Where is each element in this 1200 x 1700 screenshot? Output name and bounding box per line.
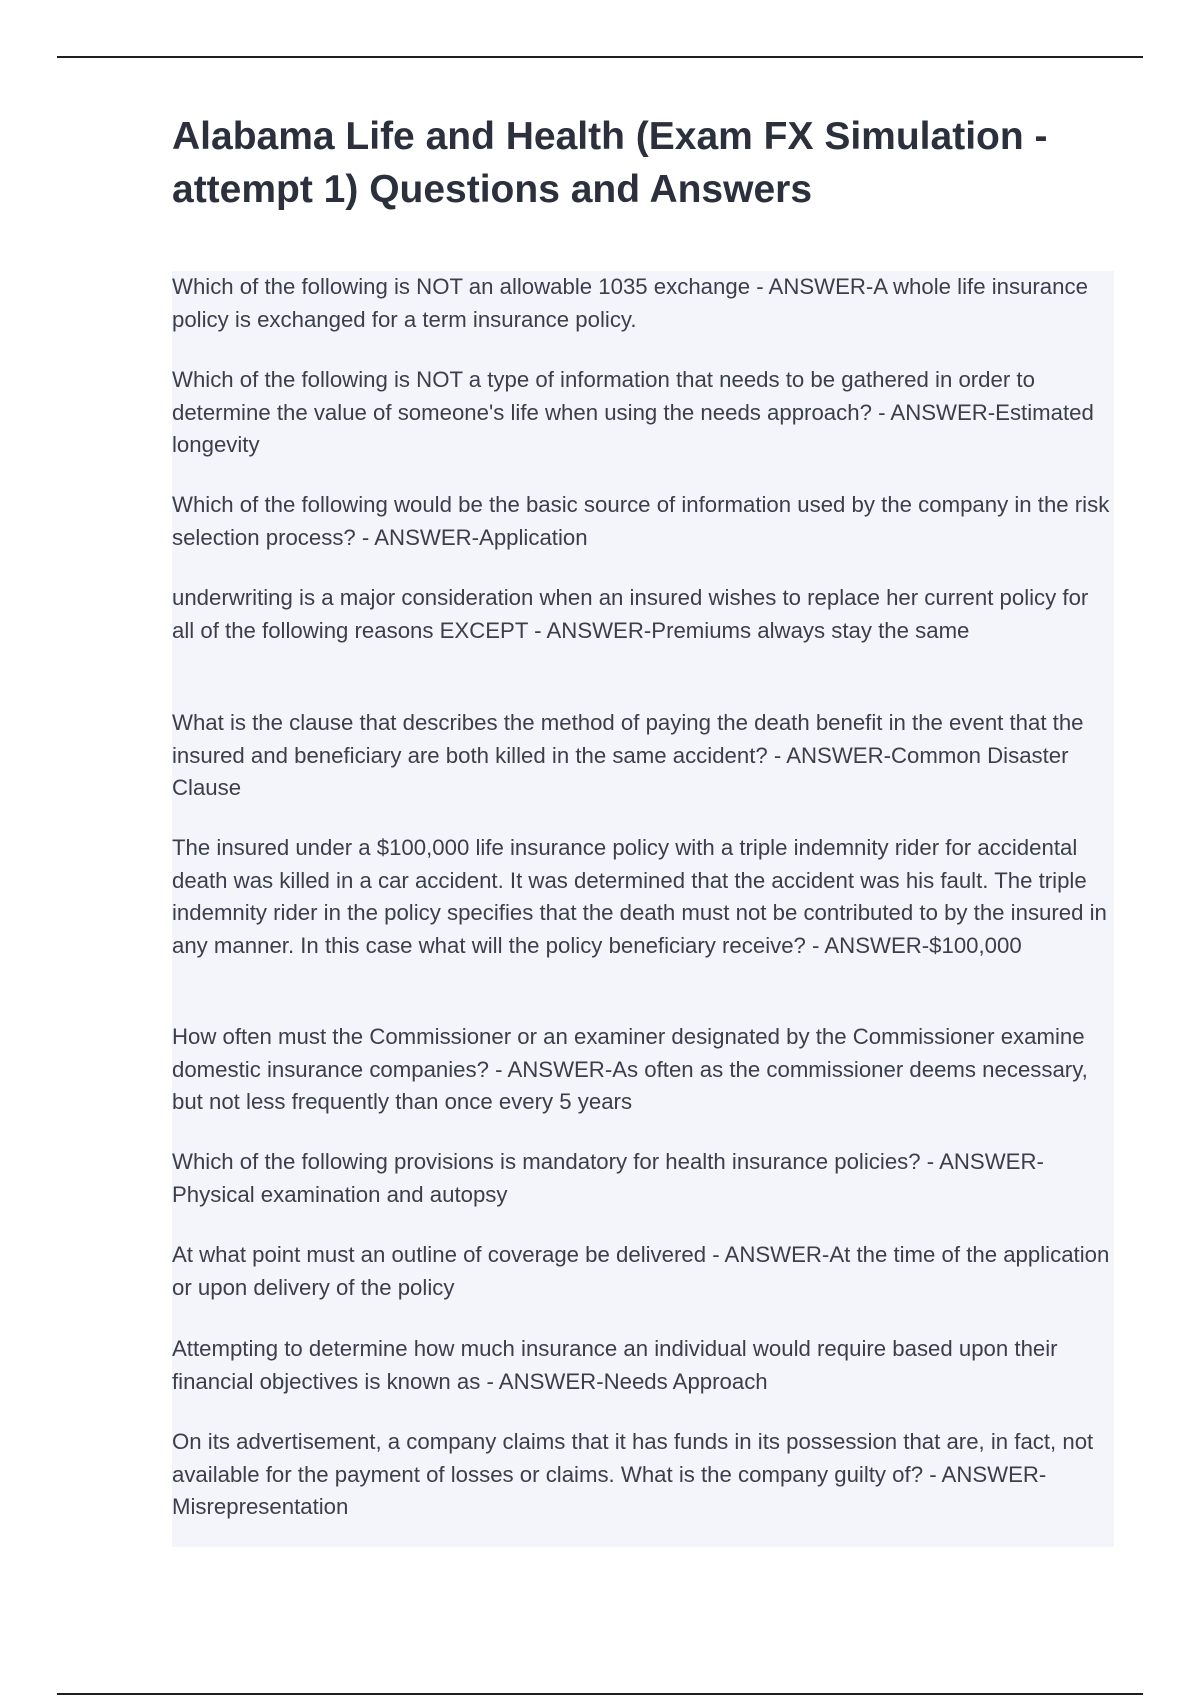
page-title: Alabama Life and Health (Exam FX Simulation - attempt 1) Questions and Answers (172, 115, 1048, 211)
qa-item: Which of the following is NOT a type of information that needs to be gathered in order to determine the value of someone's life when using the needs approach? - ANSWER-Estimated longevity (172, 367, 1094, 457)
qa-item: Which of the following would be the basic source of information used by the company in the risk selection process? - ANSWER-Application (172, 492, 1110, 550)
qa-item: Attempting to determine how much insurance an individual would require based upon their financial objectives is known as - ANSWER-Needs Approach (172, 1336, 1058, 1394)
qa-item: The insured under a $100,000 life insurance policy with a triple indemnity rider for accidental death was killed in a car accident. It was determined that the accident was his fault. The triple indemnity rider in the policy specifies that the death must not be contributed to by the insured in any manner. In this case what will the policy beneficiary receive? - ANSWER-$100,000 (172, 835, 1107, 958)
qa-item: underwriting is a major consideration when an insured wishes to replace her current policy for all of the following reasons EXCEPT - ANSWER-Premiums always stay the same (172, 585, 1089, 643)
qa-item: On its advertisement, a company claims that it has funds in its possession that are, in fact, not available for the payment of losses or claims. What is the company guilty of? - ANSWER-Misrepresentation (172, 1429, 1094, 1519)
bottom-rule (57, 1693, 1143, 1695)
qa-item: What is the clause that describes the method of paying the death benefit in the event that the insured and beneficiary are both killed in the same accident? - ANSWER-Common Disaster Clause (172, 710, 1084, 800)
qa-list (172, 271, 1114, 1547)
qa-item: At what point must an outline of coverage be delivered - ANSWER-At the time of the application or upon delivery of the policy (172, 1242, 1110, 1300)
qa-item: How often must the Commissioner or an examiner designated by the Commissioner examine domestic insurance companies? - ANSWER-As often as the commissioner deems necessary, but not less frequently than once every 5 years (172, 1024, 1088, 1114)
top-rule (57, 56, 1143, 58)
qa-item: Which of the following is NOT an allowable 1035 exchange - ANSWER-A whole life insurance policy is exchanged for a term insurance policy. (172, 274, 1088, 332)
qa-item: Which of the following provisions is mandatory for health insurance policies? - ANSWER-Physical examination and autopsy (172, 1149, 1044, 1207)
